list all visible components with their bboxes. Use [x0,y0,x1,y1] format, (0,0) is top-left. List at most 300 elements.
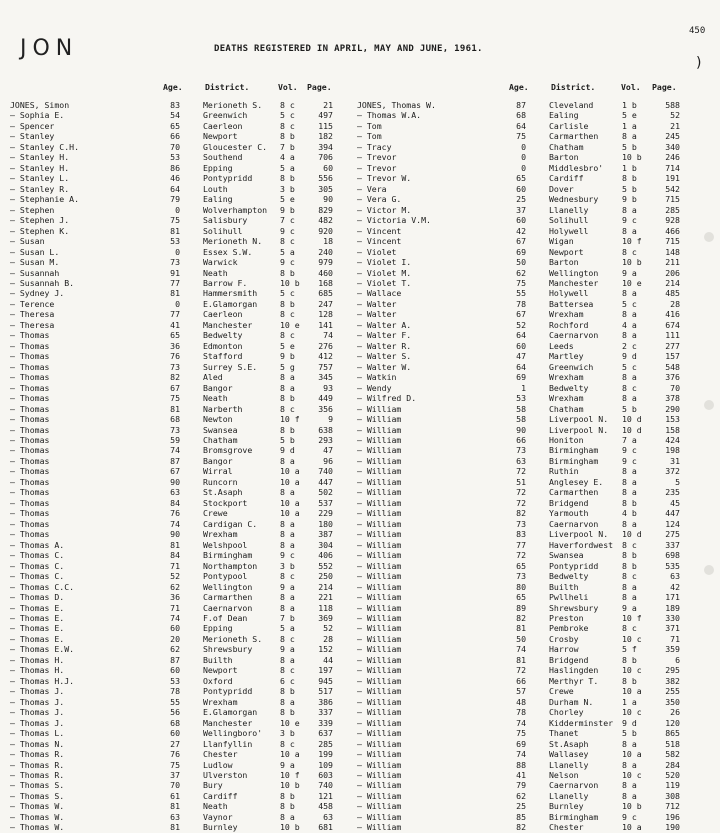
entry-district: Holywell [549,288,589,299]
entry-age: 62 [170,581,180,592]
entry-vol: 8 a [280,654,295,665]
entry-age: 74 [170,445,180,456]
entry-vol: 8 b [280,298,295,309]
entry-vol: 8 a [622,225,637,236]
table-row [0,634,720,644]
entry-name: — William [357,529,402,540]
entry-vol: 8 c [622,246,637,257]
entry-vol: 7 a [622,435,637,445]
col-header-age-left: Age. [163,82,183,92]
entry-age: 52 [516,319,526,330]
entry-vol: 8 a [280,539,295,550]
entry-page: 211 [665,257,680,268]
table-row [0,320,720,330]
entry-vol: 8 b [280,424,295,435]
entry-page: 588 [665,100,680,110]
entry-vol: 9 d [622,717,637,728]
table-row [0,550,720,560]
entry-age: 82 [516,612,526,623]
entry-age: 67 [516,309,526,320]
entry-district: Louth [203,183,228,194]
entry-district: Caernarvon [549,780,599,791]
entry-page: 63 [323,811,333,822]
entry-page: 28 [670,298,680,309]
entry-district: Carmarthen [203,592,253,603]
entry-district: Middlesbro' [549,162,604,173]
entry-name: — William [357,759,402,770]
entry-page: 674 [665,319,680,330]
entry-district: Bangor [203,382,233,393]
entry-name: — Thomas [10,351,50,362]
entry-page: 5 [675,476,680,487]
entry-district: Newport [549,246,584,257]
entry-vol: 5 a [280,623,295,634]
table-row [0,247,720,257]
entry-vol: 4 b [622,508,637,519]
entry-name: — William [357,592,402,603]
entry-page: 189 [665,602,680,613]
entry-district: Birmingham [549,445,599,456]
entry-age: 74 [170,612,180,623]
entry-age: 75 [516,728,526,739]
entry-vol: 9 c [622,445,637,456]
entry-district: E.Glamorgan [203,707,258,718]
entry-name: — William [357,707,402,718]
entry-page: 920 [318,225,333,236]
entry-vol: 10 a [280,476,300,487]
entry-age: 50 [516,257,526,268]
entry-district: Wrexham [549,309,584,320]
entry-district: Harrow [549,644,579,655]
entry-page: 42 [670,581,680,592]
entry-page: 928 [665,215,680,226]
entry-district: Crosby [549,633,579,644]
entry-district: Pembroke [549,623,589,634]
entry-name: — Walter A. [357,319,412,330]
entry-page: 191 [665,173,680,184]
entry-name: — William [357,770,402,780]
entry-age: 81 [170,539,180,550]
entry-name: — Thomas C. [10,560,65,571]
entry-page: 460 [318,267,333,278]
entry-age: 76 [170,508,180,519]
entry-vol: 10 b [280,822,300,833]
entry-name: — Thomas [10,476,50,487]
entry-name: — Sydney J. [10,288,65,299]
entry-name: — Thomas A. [10,539,65,550]
entry-page: 255 [665,686,680,697]
entry-vol: 9 c [622,455,637,466]
entry-district: Wednesbury [549,194,599,205]
entry-age: 36 [170,340,180,351]
table-row [0,571,720,581]
entry-page: 93 [323,382,333,393]
entry-age: 65 [170,120,180,131]
entry-district: Bedwelty [549,571,589,582]
entry-vol: 1 b [622,100,637,110]
entry-district: Wrexham [203,696,238,707]
entry-name: — William [357,435,402,445]
entry-name: — Vincent [357,225,402,236]
entry-name: — William [357,424,402,435]
entry-name: — Spencer [10,120,55,131]
entry-district: Epping [203,162,233,173]
entry-name: — Susan L. [10,246,60,257]
table-row [0,383,720,393]
entry-name: — Thomas E.W. [10,644,75,655]
entry-district: Liverpool N. [549,414,609,425]
entry-age: 60 [516,183,526,194]
entry-vol: 8 c [622,571,637,582]
entry-age: 79 [170,194,180,205]
entry-page: 9 [328,414,333,425]
entry-page: 482 [318,215,333,226]
entry-district: Caerleon [203,120,243,131]
entry-vol: 8 c [280,330,295,341]
entry-age: 53 [170,152,180,163]
entry-name: — Wallace [357,288,402,299]
entry-vol: 9 a [622,602,637,613]
entry-name: — Vera [357,183,387,194]
entry-age: 60 [170,728,180,739]
entry-page: 285 [318,738,333,749]
entry-page: 157 [665,351,680,362]
entry-age: 42 [516,225,526,236]
table-row [0,110,720,120]
col-header-district-right: District. [551,82,596,92]
entry-age: 86 [170,162,180,173]
entry-page: 119 [665,780,680,791]
entry-page: 206 [665,267,680,278]
table-row [0,477,720,487]
entry-vol: 10 d [622,529,642,540]
entry-district: Thanet [549,728,579,739]
entry-name: — Thomas R. [10,759,65,770]
table-row [0,801,720,811]
entry-vol: 8 a [280,529,295,540]
entry-age: 75 [170,759,180,770]
entry-district: Rochford [549,319,589,330]
entry-district: Pontypridd [203,173,253,184]
table-row [0,351,720,361]
entry-age: 87 [516,100,526,110]
entry-vol: 8 a [622,372,637,383]
table-row [0,445,720,455]
table-row [0,100,720,110]
entry-vol: 6 c [280,675,295,686]
table-row [0,466,720,476]
entry-district: Surrey S.E. [203,361,258,372]
table-row [0,718,720,728]
entry-district: Barrow F. [203,277,248,288]
entry-district: Bridgend [549,497,589,508]
entry-district: Wolverhampton [203,204,268,215]
entry-vol: 5 c [622,361,637,372]
entry-district: Merioneth S. [203,633,263,644]
entry-name: — William [357,403,402,414]
entry-age: 63 [170,811,180,822]
entry-name: — Thomas D. [10,592,65,603]
entry-name: — Vincent [357,236,402,247]
entry-page: 359 [665,644,680,655]
entry-district: Greenwich [203,110,248,121]
entry-age: 70 [170,141,180,152]
entry-age: 77 [170,277,180,288]
entry-name: — Thomas E. [10,633,65,644]
entry-age: 52 [170,571,180,582]
entry-district: Bromsgrove [203,445,253,456]
entry-age: 73 [516,445,526,456]
entry-name: — Stanley R. [10,183,70,194]
entry-page: 681 [318,822,333,833]
entry-district: Manchester [203,319,253,330]
entry-vol: 8 c [280,665,295,676]
entry-vol: 7 b [280,612,295,623]
entry-page: 45 [670,497,680,508]
table-row [0,603,720,613]
entry-age: 82 [516,508,526,519]
entry-vol: 9 d [622,351,637,362]
entry-page: 214 [665,277,680,288]
entry-age: 69 [516,372,526,383]
entry-district: Chatham [549,403,584,414]
entry-page: 305 [318,183,333,194]
entry-page: 180 [318,518,333,529]
entry-vol: 7 b [280,141,295,152]
entry-vol: 8 b [622,497,637,508]
entry-name: — Sophia E. [10,110,65,121]
entry-age: 73 [516,571,526,582]
entry-name: — William [357,811,402,822]
entry-vol: 8 b [622,654,637,665]
entry-age: 81 [170,403,180,414]
table-row [0,425,720,435]
entry-vol: 1 a [622,120,637,131]
entry-district: Shrewsbury [549,602,599,613]
table-row [0,173,720,183]
entry-name: — William [357,497,402,508]
entry-page: 152 [318,644,333,655]
entry-district: Pontypridd [203,686,253,697]
entry-age: 60 [170,623,180,634]
entry-district: Shrewsbury [203,644,253,655]
entry-page: 740 [318,780,333,791]
entry-name: — William [357,414,402,425]
entry-name: — Terence [10,298,55,309]
entry-age: 50 [516,633,526,644]
entry-page: 18 [323,236,333,247]
entry-vol: 10 c [622,633,642,644]
entry-vol: 8 b [622,173,637,184]
entry-name: — William [357,717,402,728]
entry-vol: 8 a [622,466,637,477]
entry-name: — William [357,675,402,686]
entry-page: 416 [665,309,680,320]
entry-age: 0 [521,162,526,173]
entry-vol: 9 d [280,445,295,456]
entry-vol: 3 b [280,183,295,194]
entry-page: 285 [665,204,680,215]
entry-age: 75 [516,277,526,288]
entry-district: Epping [203,623,233,634]
entry-name: — Stephen K. [10,225,70,236]
entry-district: Bury [203,780,223,791]
entry-page: 158 [665,424,680,435]
entry-vol: 10 a [622,749,642,760]
entry-name: — William [357,728,402,739]
entry-district: Merioneth S. [203,100,263,110]
entry-vol: 8 a [622,780,637,791]
entry-age: 46 [170,173,180,184]
table-row [0,728,720,738]
entry-vol: 10 a [622,822,642,833]
entry-district: Caerleon [203,309,243,320]
entry-vol: 10 a [280,749,300,760]
entry-name: — William [357,445,402,456]
entry-vol: 8 c [280,633,295,644]
entry-age: 74 [516,749,526,760]
entry-age: 75 [170,215,180,226]
entry-name: — Trevor [357,162,397,173]
entry-name: — Stanley [10,131,55,142]
entry-page: 21 [670,120,680,131]
entry-name: — Stanley H. [10,152,70,163]
entry-vol: 8 b [280,686,295,697]
entry-district: Carmarthen [549,131,599,142]
entry-age: 37 [516,204,526,215]
table-row [0,121,720,131]
entry-district: Leeds [549,340,574,351]
entry-age: 70 [170,780,180,791]
entry-age: 83 [516,529,526,540]
entry-district: Bridgend [549,654,589,665]
entry-vol: 8 a [622,581,637,592]
entry-district: Solihull [549,215,589,226]
entry-name: — Susannah [10,267,60,278]
entry-district: Neath [203,267,228,278]
entry-page: 518 [665,738,680,749]
col-header-page-right: Page. [652,82,677,92]
entry-name: — Violet [357,246,397,257]
entry-page: 63 [670,571,680,582]
entry-district: Merioneth N. [203,236,263,247]
entry-page: 449 [318,393,333,404]
entry-vol: 8 a [280,696,295,707]
entry-page: 221 [318,592,333,603]
entry-page: 197 [318,665,333,676]
page-title: DEATHS REGISTERED IN APRIL, MAY AND JUNE, 1961. [214,44,483,54]
entry-vol: 2 c [622,340,637,351]
entry-name: — William [357,539,402,550]
table-row [0,393,720,403]
entry-name: — William [357,822,402,833]
entry-name: — Thomas W.A. [357,110,422,121]
entry-page: 447 [665,508,680,519]
table-row [0,644,720,654]
entry-district: Martley [549,351,584,362]
entry-vol: 8 b [280,131,295,142]
entry-name: — Violet M. [357,267,412,278]
entry-vol: 10 a [280,497,300,508]
entry-vol: 4 a [280,152,295,163]
entry-district: Burnley [549,801,584,812]
entry-name: — Trevor W. [357,173,412,184]
entry-district: Wellingboro' [203,728,263,739]
entry-name: — William [357,550,402,561]
entry-age: 78 [516,707,526,718]
entry-page: 345 [318,372,333,383]
entry-district: Aled [203,372,223,383]
entry-age: 0 [521,141,526,152]
entry-vol: 4 a [622,319,637,330]
entry-name: — Thomas C. [10,550,65,561]
entry-page: 198 [665,445,680,456]
table-row [0,760,720,770]
entry-age: 55 [516,288,526,299]
entry-name: — Thomas [10,393,50,404]
entry-page: 706 [318,152,333,163]
entry-page: 406 [318,550,333,561]
entry-page: 485 [665,288,680,299]
entry-age: 81 [170,225,180,236]
entry-age: 64 [170,183,180,194]
entry-vol: 5 a [280,246,295,257]
entry-vol: 9 a [280,644,295,655]
entry-age: 62 [170,644,180,655]
table-row [0,184,720,194]
entry-age: 82 [170,372,180,383]
entry-district: Wellington [549,267,599,278]
entry-vol: 5 e [280,194,295,205]
entry-age: 65 [516,560,526,571]
entry-name: — Thomas [10,340,50,351]
entry-age: 25 [516,801,526,812]
table-row [0,288,720,298]
entry-vol: 9 c [622,215,637,226]
entry-district: Chester [549,822,584,833]
entry-name: JONES, Thomas W. [357,100,436,110]
entry-vol: 5 e [622,110,637,121]
entry-age: 64 [516,330,526,341]
entry-name: — Thomas [10,414,50,425]
entry-district: Liverpool N. [549,529,609,540]
entry-district: Caernarvon [203,602,253,613]
entry-age: 68 [170,717,180,728]
entry-vol: 10 d [622,424,642,435]
table-row [0,582,720,592]
entry-district: F.of Dean [203,612,248,623]
entry-district: Llanfyllin [203,738,253,749]
entry-vol: 8 a [622,476,637,487]
entry-vol: 10 a [280,508,300,519]
entry-name: — Thomas E. [10,623,65,634]
entry-page: 52 [323,623,333,634]
entry-name: — Thomas [10,382,50,393]
entry-district: Durham N. [549,696,594,707]
entry-age: 67 [516,236,526,247]
entry-vol: 5 b [622,183,637,194]
col-header-page-left: Page. [307,82,332,92]
entry-name: — Theresa [10,309,55,320]
entry-vol: 8 a [622,309,637,320]
entry-district: Newport [203,131,238,142]
entry-name: — Thomas E. [10,612,65,623]
entry-name: — Thomas J. [10,696,65,707]
entry-page: 556 [318,173,333,184]
col-header-age-right: Age. [509,82,529,92]
table-row [0,278,720,288]
entry-page: 535 [665,560,680,571]
